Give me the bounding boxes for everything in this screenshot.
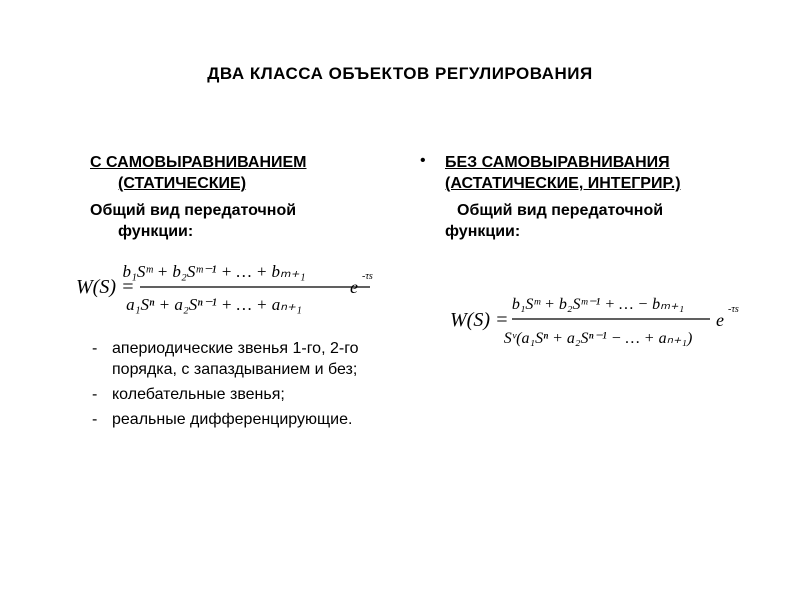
list-dash: - [92,411,98,428]
right-formula-lhs: W(S) = [450,309,509,331]
right-formula-denominator: Sᵛ(a₁Sⁿ + a₂Sⁿ⁻¹ − … + aₙ₊₁) [503,330,693,347]
left-sub-line1: Общий вид передаточной [90,202,297,219]
right-bullet: • [420,152,426,169]
left-formula-exp: e [350,277,358,297]
left-formula-lhs: W(S) = [76,276,135,298]
left-examples-list [92,338,412,434]
right-heading-line1: БЕЗ САМОВЫРАВНИВАНИЯ [445,154,670,171]
right-sub-line1: Общий вид передаточной [457,202,664,219]
right-formula-exp-power: -τs [728,304,739,315]
left-heading-line1: С САМОВЫРАВНИВАНИЕМ [90,154,307,171]
left-heading-line2: (СТАТИЧЕСКИЕ) [118,175,247,192]
slide-title: ДВА КЛАССА ОБЪЕКТОВ РЕГУЛИРОВАНИЯ [207,64,593,83]
right-formula-exp: e [716,310,724,330]
left-formula-denominator: a₁Sⁿ + a₂Sⁿ⁻¹ + … + aₙ₊₁ [126,295,302,314]
left-sub-line2: функции: [118,223,194,240]
list-item: - колебательные звенья; [92,386,285,403]
right-sub-line2: функции: [445,223,521,240]
left-formula-exp-power: -τs [362,271,373,282]
left-formula-numerator: b₁Sᵐ + b₂Sᵐ⁻¹ + … + bₘ₊₁ [122,262,306,281]
list-dash: - [92,340,98,357]
list-item: - апериодические звенья 1-го, 2-го порядка, с запаздыванием и без; [92,340,359,378]
right-transfer-formula [448,288,748,350]
left-transfer-formula [74,255,384,317]
right-heading-line2: (АСТАТИЧЕСКИЕ, ИНТЕГРИР.) [445,175,681,192]
right-formula-numerator: b₁Sᵐ + b₂Sᵐ⁻¹ + … − bₘ₊₁ [511,296,685,313]
list-dash: - [92,386,98,403]
list-item: - реальные дифференцирующие. [92,411,353,428]
